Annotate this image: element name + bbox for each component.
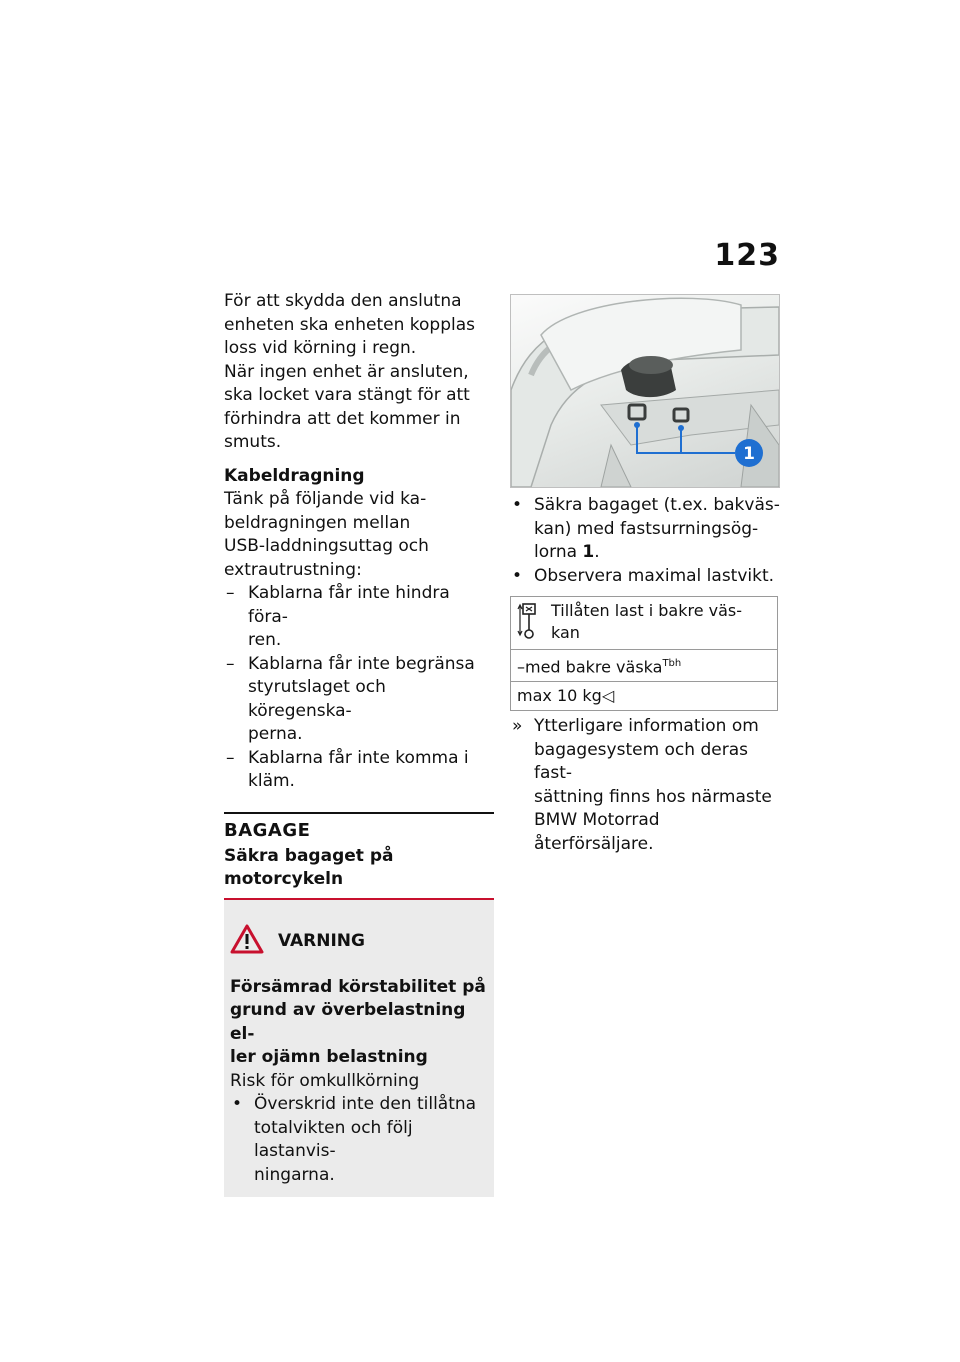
cable-line: Tänk på följande vid ka- — [224, 489, 427, 509]
dash-marker: – — [226, 583, 235, 603]
bullet-marker: • — [512, 565, 523, 586]
bullet-line: totalvikten och följ lastanvis- — [254, 1117, 413, 1161]
warning-bullet — [230, 1093, 488, 1187]
dash-list-item — [224, 747, 494, 794]
dash-line: Kablarna får inte komma i — [248, 747, 469, 768]
instruction-bullet — [510, 494, 780, 565]
info-line: Ytterligare information om — [534, 716, 759, 737]
intro-line: enheten ska enheten kopplas — [224, 314, 475, 335]
info-item — [510, 715, 780, 856]
reference-number: 1 — [582, 542, 595, 562]
bullet-line: kan) med fastsurrningsög- — [534, 518, 759, 539]
bullet-line: Överskrid inte den tillåtna — [254, 1094, 477, 1114]
intro-line: När ingen enhet är ansluten, — [224, 361, 469, 382]
spec-title-line: Tillåten last i bakre väs- — [551, 601, 743, 620]
info-line: bagagesystem och deras fast- — [534, 739, 748, 784]
intro-line: ska locket vara stängt för att — [224, 385, 470, 405]
warning-risk: Risk för omkullkörning — [230, 1070, 420, 1091]
cable-line: beldragningen mellan — [224, 512, 411, 533]
intro-line: förhindra att det kommer in — [224, 408, 461, 429]
intro-line: För att skydda den anslutna — [224, 291, 462, 311]
dash-line: kläm. — [248, 771, 295, 791]
info-line: sättning finns hos närmaste — [534, 786, 772, 807]
bullet-marker: • — [232, 1094, 243, 1114]
warning-title-line: grund av överbelastning el- — [230, 1000, 466, 1044]
cable-heading: Kabeldragning — [224, 465, 365, 486]
dash-line: Kablarna får inte hindra föra- — [248, 583, 450, 627]
instruction-bullet — [510, 565, 780, 589]
warning-header — [230, 924, 488, 958]
warning-title-line: ler ojämn belastning — [230, 1047, 428, 1067]
info-line: BMW Motorrad återförsäljare. — [534, 810, 660, 854]
spec-condition-sup: Tbh — [662, 658, 682, 669]
section-divider — [224, 812, 494, 814]
bullet-text: lorna — [534, 542, 583, 562]
dash-list-item — [224, 653, 494, 747]
weight-load-icon — [517, 600, 551, 646]
warning-label: VARNING — [278, 930, 365, 951]
bullet-line: Säkra bagaget (t.ex. bakväs- — [534, 495, 780, 515]
warning-triangle-icon — [230, 924, 264, 958]
intro-paragraph — [224, 290, 494, 455]
dash-marker: – — [226, 747, 235, 768]
spec-title-line: kan — [551, 623, 580, 642]
spec-condition: –med bakre väska — [517, 657, 663, 677]
subsection-title-line: motorcykeln — [224, 869, 344, 889]
right-column — [510, 294, 780, 856]
bullet-line: Observera maximal lastvikt. — [534, 565, 775, 586]
left-column — [224, 290, 494, 1197]
figure-callout-label: 1 — [743, 444, 755, 464]
bullet-line — [534, 541, 780, 565]
section-title: BAGAGE — [224, 819, 311, 841]
dash-list-item — [224, 582, 494, 653]
subsection-title-line: Säkra bagaget på — [224, 845, 394, 866]
page-number: 123 — [714, 238, 780, 273]
intro-line: loss vid körning i regn. — [224, 338, 417, 358]
bullet-text: . — [594, 542, 600, 562]
spec-title-cell — [511, 597, 778, 650]
dash-line: styrutslaget och köregenska- — [248, 677, 386, 721]
warning-title-line: Försämrad körstabilitet på — [230, 976, 486, 997]
dash-line: ren. — [248, 630, 282, 650]
spec-value-cell: max 10 kg◁ — [511, 682, 778, 711]
cable-line: USB-laddningsuttag och — [224, 536, 429, 556]
warning-box — [224, 900, 494, 1198]
cable-line: extrautrustning: — [224, 559, 362, 580]
bullet-marker: • — [512, 495, 523, 515]
intro-line: smuts. — [224, 432, 282, 452]
luggage-lashing-figure — [510, 294, 780, 488]
cable-paragraph — [224, 488, 494, 582]
info-marker: » — [512, 716, 523, 737]
dash-line: perna. — [248, 724, 303, 744]
bullet-line: ningarna. — [254, 1164, 335, 1185]
load-spec-table — [510, 596, 778, 711]
dash-line: Kablarna får inte begränsa — [248, 653, 475, 674]
luggage-rack-illustration — [511, 295, 779, 487]
spec-condition-cell — [511, 650, 778, 682]
dash-marker: – — [226, 653, 235, 674]
